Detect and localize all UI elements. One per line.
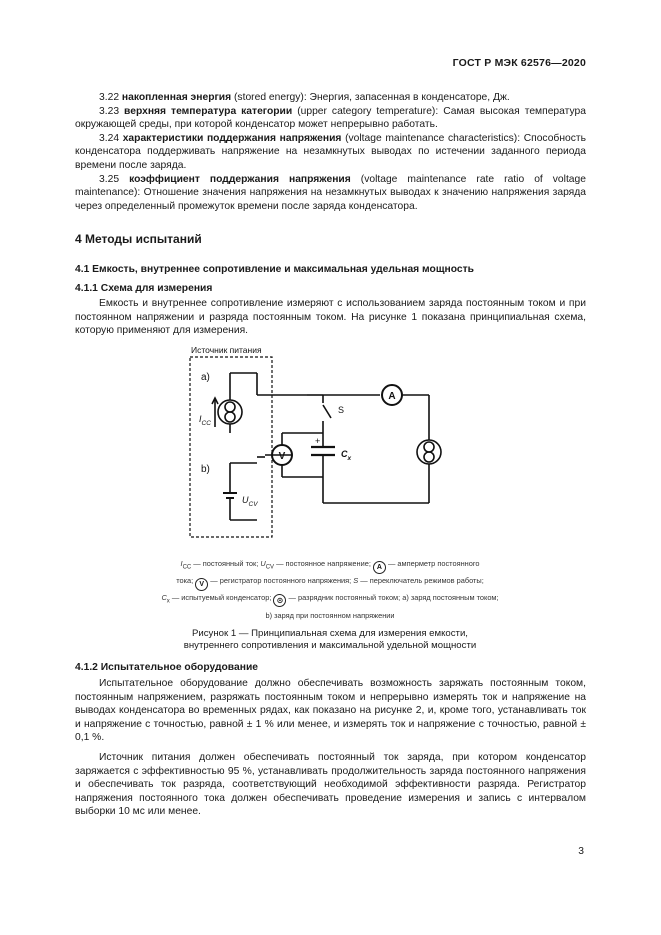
capacitor-label: $C_x$ — [341, 449, 352, 462]
definition-3-23: 3.23 верхняя температура категории (upper category temperature): Самая высокая температура окружающей среды, при которой конденсатор может непрерывно работать. — [75, 105, 586, 131]
switch-blade-icon — [323, 405, 331, 418]
ammeter-symbol: A — [388, 391, 396, 402]
label-b: b) — [201, 464, 210, 475]
current-source-inner-top — [225, 402, 235, 412]
definition-3-22: 3.22 накопленная энергия (stored energy): Энергия, запасенная в конденсаторе, Дж. — [99, 92, 510, 103]
caption-line-1: Рисунок 1 — Принципиальная схема для измерения емкости, — [192, 628, 468, 639]
page-number: 3 — [578, 846, 584, 857]
figure-caption — [100, 628, 560, 652]
diagram-legend — [90, 557, 570, 622]
section-4-title: 4 Методы испытаний — [75, 232, 202, 246]
paragraph-4-1-1: Емкость и внутреннее сопротивление измеряют с использованием заряда постоянным током и при постоянном напряжении и разряда постоянным током. На рисунке 1 показана принципиальная схема, которую применяют для измерения. — [75, 298, 586, 337]
voltmeter-symbol: V — [278, 451, 286, 462]
current-source-inner-bottom — [225, 412, 235, 422]
icc-label: $I_{CC}$ — [199, 414, 211, 427]
ammeter-legend-icon: A — [373, 561, 386, 574]
section-4-1-1-title: 4.1.1 Схема для измерения — [75, 283, 213, 294]
definition-3-25: 3.25 коэффициент поддержания напряжения (voltage maintenance rate ratio of voltage maintenance): Отношение значения напряжения на незамкнутых выводах к значению напряжения заряда через определенный промежуток времени после заряда конденсатора. — [75, 173, 586, 212]
section-4-1-1-text — [75, 297, 586, 338]
caption-line-2: внутреннего сопротивления и максимальной удельной мощности — [183, 640, 477, 651]
discharge-inner-bottom — [424, 452, 434, 462]
discharge-legend-icon: ⊙ — [273, 594, 286, 607]
definitions-block — [75, 91, 586, 213]
discharge-inner-top — [424, 442, 434, 452]
circuit-diagram — [175, 345, 465, 545]
legend-line-1: $I_{CC}$ — постоянный ток; $U_{CV}$ — постоянное напряжение; A — амперметр постоянного — [90, 557, 570, 574]
power-source-box — [190, 357, 272, 537]
paragraph-4-1-2-b: Источник питания должен обеспечивать постоянный ток заряда, при котором конденсатор заряжается с эффективностью 95 %, устанавливать продолжительность заряда постоянного напряжения и обеспечивать ток разряда, соответствующий необходимой эффективности разряда. Регистратор напряжения постоянного тока должен обеспечивать проведение измерения и запись с интервалом выборки 10 мс или менее. — [75, 751, 586, 818]
power-source-label: Источник питания — [191, 345, 262, 355]
definition-3-24: 3.24 характеристики поддержания напряжения (voltage maintenance characteristics): Способность конденсатора поддерживать напряжение на незамкнутых выводах по истечении заданного периода времени после заряда. — [75, 132, 586, 171]
switch-label: S — [338, 405, 345, 415]
legend-line-3: $C_x$ — испытуемый конденсатор; ⊙ — разрядник постоянный током; a) заряд постоянным током; — [161, 593, 499, 606]
voltmeter-legend-icon: V — [195, 578, 208, 591]
ucv-label: $U_{CV}$ — [242, 495, 258, 508]
label-a: a) — [201, 372, 210, 383]
legend-line-2: тока; V — регистратор постоянного напряжения; S — переключатель режимов работы; — [90, 574, 570, 591]
section-4-1-2-text — [75, 677, 586, 819]
capacitor-plus: + — [315, 436, 321, 446]
document-header: ГОСТ Р МЭК 62576—2020 — [452, 57, 586, 69]
section-4-1-2-title: 4.1.2 Испытательное оборудование — [75, 662, 258, 673]
legend-line-4: b) заряд при постоянном напряжении — [265, 610, 395, 620]
paragraph-4-1-2-a: Испытательное оборудование должно обеспечивать возможность заряжать постоянным током, постоянным напряжением, разряжать постоянным током и непрерывно измерять ток и напряжение на выводах конденсатора во временных рядах, как показано на рисунке 2, и, кроме того, устанавливать ток и напряжение с точностью, равной ± 1 % или менее, и измерять ток и напряжение с точностью, равной ± 0,1 %. — [75, 678, 586, 744]
section-4-1-title: 4.1 Емкость, внутреннее сопротивление и максимальная удельная мощность — [75, 264, 474, 275]
